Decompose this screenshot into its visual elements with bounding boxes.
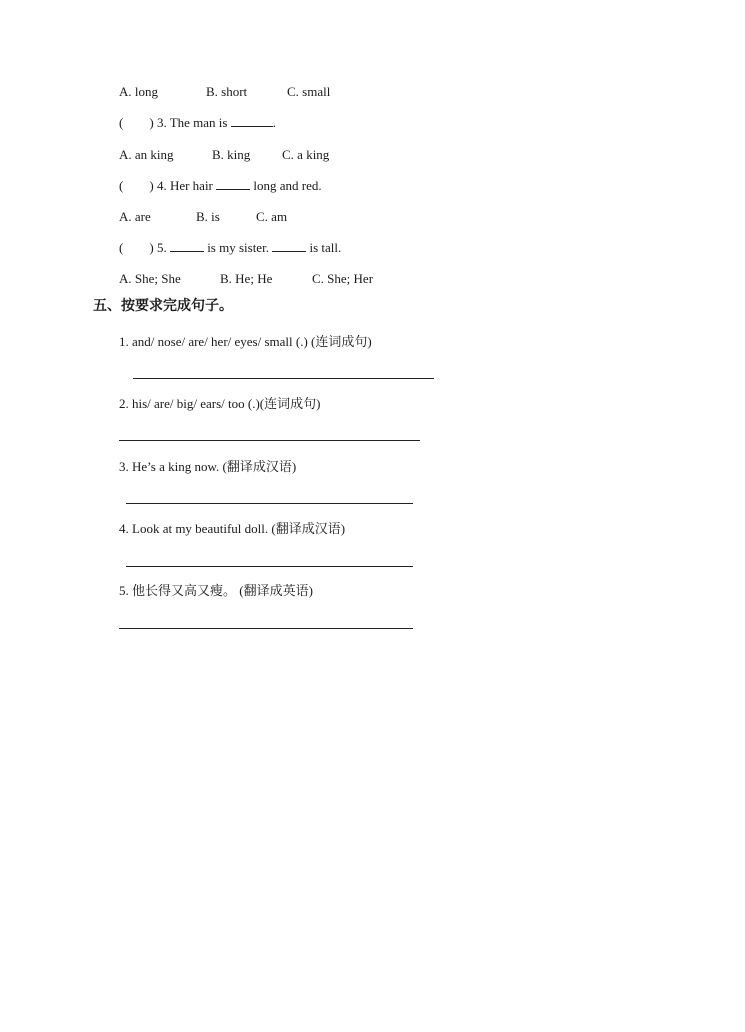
section5-item-4: 4. Look at my beautiful doll. (翻译成汉语) <box>119 521 346 536</box>
q4-option-b[interactable]: B. is <box>196 209 220 224</box>
q5-paren-close: ) <box>149 240 154 255</box>
q3-question <box>119 115 276 131</box>
q4-question <box>119 178 322 194</box>
q4-paren-open: ( <box>119 178 124 193</box>
q5-text-mid: is my sister. <box>207 240 269 255</box>
q5-blank-2 <box>272 240 306 252</box>
q3-number: 3. <box>156 115 167 130</box>
answer-line-1[interactable] <box>133 378 434 379</box>
q5-blank-1 <box>170 240 204 252</box>
section5-item-2: 2. his/ are/ big/ ears/ too (.)(连词成句) <box>119 396 321 411</box>
answer-line-3[interactable] <box>126 503 413 504</box>
q4-option-c[interactable]: C. am <box>256 209 288 224</box>
q3-paren-close: ) <box>149 115 154 130</box>
answer-line-2[interactable] <box>119 440 420 441</box>
q5-question <box>119 240 341 256</box>
q2-option-c[interactable]: C. small <box>287 84 331 99</box>
section5-item-1: 1. and/ nose/ are/ her/ eyes/ small (.) (连词成句) <box>119 334 372 349</box>
q3-blank <box>231 115 273 127</box>
q4-number: 4. <box>156 178 167 193</box>
q4-text: Her hair <box>169 178 213 193</box>
q2-option-a[interactable]: A. long <box>119 84 158 99</box>
answer-line-4[interactable] <box>126 566 413 567</box>
q3-text: The man is <box>169 115 228 130</box>
section5-item-5: 5. 他长得又高又瘦。 (翻译成英语) <box>119 583 313 598</box>
q5-text-end: is tall. <box>309 240 342 255</box>
q2-option-b[interactable]: B. short <box>206 84 248 99</box>
q5-option-a[interactable]: A. She; She <box>119 271 181 286</box>
q5-number: 5. <box>156 240 167 255</box>
section5-item-3: 3. He’s a king now. (翻译成汉语) <box>119 459 297 474</box>
q5-option-b[interactable]: B. He; He <box>220 271 273 286</box>
q5-option-c[interactable]: C. She; Her <box>312 271 374 286</box>
q4-paren-close: ) <box>149 178 154 193</box>
q4-text-end: long and red. <box>253 178 322 193</box>
answer-line-5[interactable] <box>119 628 413 629</box>
q3-text-end: . <box>272 115 276 130</box>
q5-paren-open: ( <box>119 240 124 255</box>
q3-option-c[interactable]: C. a king <box>282 147 330 162</box>
q3-option-a[interactable]: A. an king <box>119 147 174 162</box>
section-five-title: 五、按要求完成句子。 <box>93 298 233 314</box>
q4-blank <box>216 178 250 190</box>
q3-paren-open: ( <box>119 115 124 130</box>
q4-option-a[interactable]: A. are <box>119 209 151 224</box>
q3-option-b[interactable]: B. king <box>212 147 251 162</box>
